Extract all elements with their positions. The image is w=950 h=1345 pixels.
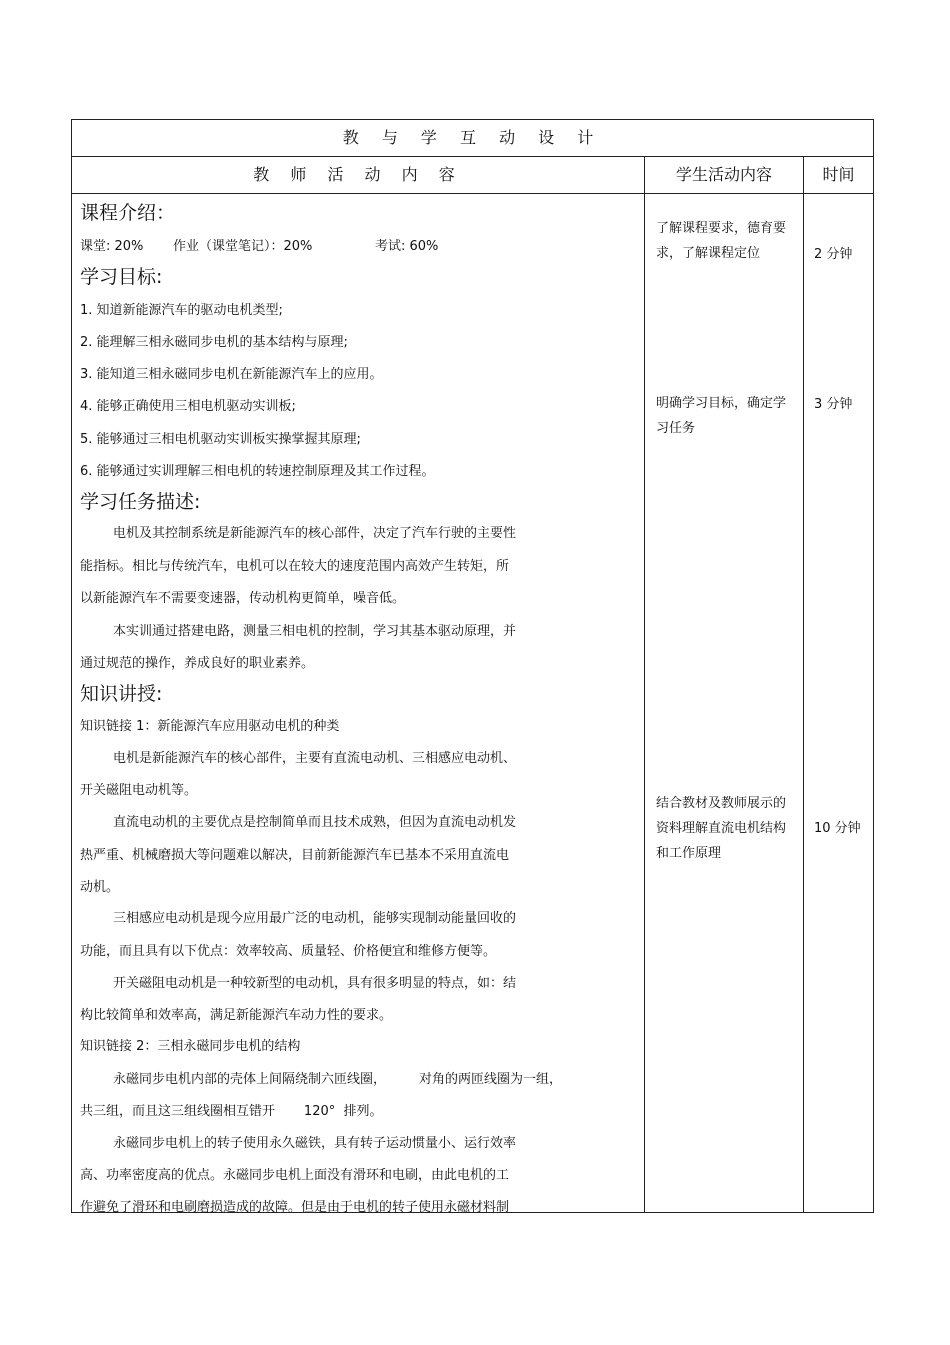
header-divider xyxy=(71,193,874,194)
column-divider-2 xyxy=(803,156,804,1213)
student-activity-3: 结合教材及教师展示的资料理解直流电机结构和工作原理 xyxy=(656,796,787,861)
header-teacher: 教 师 活 动 内 容 xyxy=(253,165,463,184)
knowledge-line: 构比较简单和效率高，满足新能源汽车动力性的要求。 xyxy=(80,1008,393,1023)
knowledge-line: 直流电动机的主要优点是控制简单而且技术成熟，但因为直流电动机发 xyxy=(113,815,517,830)
time-3: 10 分钟 xyxy=(814,821,861,836)
knowledge-line: 电机是新能源汽车的核心部件，主要有直流电动机、三相感应电动机、 xyxy=(113,751,517,766)
knowledge-line: 开关磁阻电动机是一种较新型的电动机，具有很多明显的特点，如：结 xyxy=(113,976,517,991)
column-divider-1 xyxy=(644,156,645,1213)
goals-heading: 学习目标: xyxy=(80,266,163,288)
goal-item: 6. 能够通过实训理解三相电机的转速控制原理及其工作过程。 xyxy=(80,464,435,479)
student-activity-2: 明确学习目标，确定学习任务 xyxy=(656,396,787,436)
task-line: 电机及其控制系统是新能源汽车的核心部件，决定了汽车行驶的主要性 xyxy=(113,526,517,541)
task-line: 能指标。相比与传统汽车，电机可以在较大的速度范围内高效产生转矩，所 xyxy=(80,559,510,574)
grading-homework: 作业（课堂笔记）：20% xyxy=(173,239,313,254)
goal-item: 4. 能够正确使用三相电机驱动实训板; xyxy=(80,399,296,414)
task-line: 以新能源汽车不需要变速器，传动机构更简单，噪音低。 xyxy=(80,591,406,606)
knowledge-line: 作避免了滑环和电刷磨损造成的故障。但是由于电机的转子使用永磁材料制 xyxy=(80,1200,510,1215)
task-heading: 学习任务描述: xyxy=(80,491,201,513)
header-student: 学生活动内容 xyxy=(675,165,772,184)
goal-item: 5. 能够通过三相电机驱动实训板实操掌握其原理; xyxy=(80,432,361,447)
knowledge-line: 动机。 xyxy=(80,880,120,895)
knowledge-line: 永磁同步电机上的转子使用永久磁铁，具有转子运动惯量小、运行效率 xyxy=(113,1136,517,1151)
knowledge-line: 开关磁阻电动机等。 xyxy=(80,783,198,798)
time-1: 2 分钟 xyxy=(814,247,853,262)
grading-classroom: 课堂: 20% xyxy=(80,239,144,254)
knowledge-link-2-title: 知识链接 2：三相永磁同步电机的结构 xyxy=(80,1039,301,1054)
goal-item: 1. 知道新能源汽车的驱动电机类型; xyxy=(80,303,283,318)
knowledge-heading: 知识讲授: xyxy=(80,683,163,705)
task-line: 通过规范的操作，养成良好的职业素养。 xyxy=(80,656,315,671)
goal-item: 3. 能知道三相永磁同步电机在新能源汽车上的应用。 xyxy=(80,367,383,382)
knowledge-line: 永磁同步电机内部的壳体上间隔绕制六匝线圈， 对角的两匝线圈为一组， xyxy=(113,1072,563,1087)
table-title: 教 与 学 互 动 设 计 xyxy=(342,128,603,147)
grading-exam: 考试: 60% xyxy=(375,239,439,254)
knowledge-line: 高、功率密度高的优点。永磁同步电机上面没有滑环和电刷，由此电机的工 xyxy=(80,1168,510,1183)
time-2: 3 分钟 xyxy=(814,397,853,412)
course-intro-heading: 课程介绍： xyxy=(80,202,176,224)
task-line: 本实训通过搭建电路，测量三相电机的控制，学习其基本驱动原理，并 xyxy=(113,624,517,639)
knowledge-line: 共三组，而且这三组线圈相互错开 120° 排列。 xyxy=(80,1104,383,1119)
knowledge-link-1-title: 知识链接 1：新能源汽车应用驱动电机的种类 xyxy=(80,719,340,734)
knowledge-line: 热严重、机械磨损大等问题难以解决，目前新能源汽车已基本不采用直流电 xyxy=(80,848,510,863)
header-time: 时间 xyxy=(822,165,855,184)
student-activity-1: 了解课程要求，德育要求，了解课程定位 xyxy=(656,221,787,261)
goal-item: 2. 能理解三相永磁同步电机的基本结构与原理; xyxy=(80,335,348,350)
knowledge-line: 三相感应电动机是现今应用最广泛的电动机，能够实现制动能量回收的 xyxy=(113,911,517,926)
knowledge-line: 功能，而且具有以下优点：效率较高、质量轻、价格便宜和维修方便等。 xyxy=(80,944,497,959)
